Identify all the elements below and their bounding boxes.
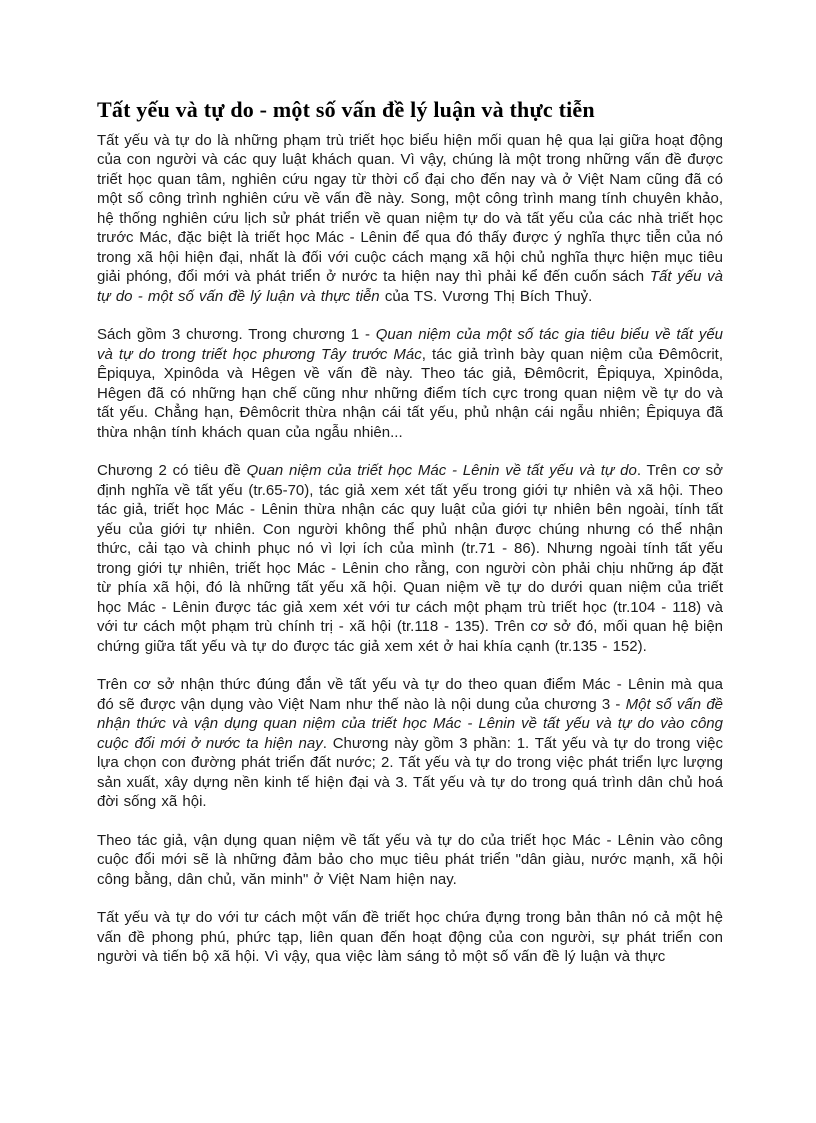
text-segment: Chương 2 có tiêu đề <box>97 462 247 479</box>
text-segment: của TS. Vương Thị Bích Thuỷ. <box>379 287 593 305</box>
paragraph-chapter-1 <box>97 325 723 442</box>
text-segment: Tất yếu và tự do là những phạm trù triết học biểu hiện mối quan hệ qua lại giữa hoạt động của con người và các quy luật khách quan. Vì vậy, chúng là một trong những vấn đề được triết học quan tâm, nghiên cứu ngay từ thời cổ đại cho đến nay và ở Việt Nam cũng đã có một số công trình nghiên cứu về vấn đề này. Song, một công trình mang tính chuyên khảo, hệ thống nghiên cứu lịch sử phát triển về quan niệm tự do và tất yếu của các nhà triết học trước Mác, đặc biệt là triết học Mác - Lênin để qua đó thấy được ý nghĩa thực tiễn của nó trong xã hội hiện đại, nhất là đối với cuộc cách mạng xã hội chủ nghĩa thực hiện mục tiêu giải phóng, đổi mới và phát triển ở nước ta hiện nay thì phải kể đến cuốn sách <box>97 131 723 285</box>
text-segment: Tất yếu và tự do với tư cách một vấn đề triết học chứa đựng trong bản thân nó cả một hệ vấn đề phong phú, phức tạp, liên quan đến hoạt động của con người, sự phát triển con người và tiến bộ xã hội. Vì vậy, qua việc làm sáng tỏ một số vấn đề lý luận và thực <box>97 909 723 965</box>
page-title: Tất yếu và tự do - một số vấn đề lý luận và thực tiễn <box>97 97 595 122</box>
text-segment: . Trên cơ sở định nghĩa về tất yếu (tr.65-70), tác giả xem xét tất yếu trong giới tự nhiên và xã hội. Theo tác giả, triết học Mác - Lênin thừa nhận các quy luật của giới tự nhiên bên ngoài, tính tất yếu của giới tự nhiên. Con người không thể phủ nhận được chúng nhưng có thể nhận thức, cải tạo và chinh phục nó vì lợi ích của mình (tr.71 - 86). Nhưng ngoài tính tất yếu trong giới tự nhiên, triết học Mác - Lênin cho rằng, con người còn phải chịu những áp đặt từ phía xã hội, đó là những tất yếu xã hội. Quan niệm về tự do dưới quan niệm của triết học Mác - Lênin được tác giả xem xét với tư cách một phạm trù triết học (tr.104 - 118) và với tư cách một phạm trù chính trị - xã hội (tr.118 - 135). Trên cơ sở đó, mối quan hệ biện chứng giữa tất yếu và tự do được tác giả xem xét ở hai khía cạnh (tr.135 - 152). <box>97 462 723 655</box>
text-segment: Trên cơ sở nhận thức đúng đắn về tất yếu và tự do theo quan điểm Mác - Lênin mà qua đó sẽ được vận dụng vào Việt Nam như thế nào là nội dung của chương 3 - <box>97 676 723 713</box>
text-segment: Sách gồm 3 chương. Trong chương 1 - <box>97 326 376 343</box>
text-segment: Theo tác giả, vận dụng quan niệm về tất yếu và tự do của triết học Mác - Lênin vào công cuộc đổi mới sẽ là những đảm bảo cho mục tiêu phát triển "dân giàu, nước mạnh, xã hội công bằng, dân chủ, văn minh" ở Việt Nam hiện nay. <box>97 831 723 888</box>
text-segment: . Chương này gồm 3 phần: 1. Tất yếu và tự do trong việc lựa chọn con đường phát triển đất nước; 2. Tất yếu và tự do trong việc phát triển lực lượng sản xuất, xây dựng nền kinh tế hiện đại và 3. Tất yếu và tự do trong quá trình dân chủ hoá đời sống xã hội. <box>97 734 723 810</box>
paragraph-chapter-2 <box>97 461 723 656</box>
paragraph-intro <box>97 131 723 307</box>
chapter-3-title-italic: Một số vấn đề nhận thức và vận dụng quan niệm của triết học Mác - Lênin về tất yếu và tự do vào công cuộc đổi mới ở nước ta hiện nay <box>97 695 724 752</box>
paragraph-closing-truncated <box>97 908 723 967</box>
chapter-1-title-italic: Quan niệm của một số tác gia tiêu biểu về tất yếu và tự do trong triết học phương Tây trước Mác <box>97 326 723 363</box>
article-body <box>97 96 723 986</box>
text-segment: , tác giả trình bày quan niệm của Đêmôcrit, Êpiquya, Xpinôda và Hêgen về vấn đề này. Theo tác giả, Đêmôcrit, Êpiquya, Xpinôda, Hêgen đã có những hạn chế cũng như những điểm tích cực trong quan niệm về tự do và tất yếu. Chẳng hạn, Đêmôcrit thừa nhận cái tất yếu, phủ nhận cái ngẫu nhiên; Êpiquya đã thừa nhận tính khách quan của ngẫu nhiên... <box>97 345 723 441</box>
chapter-2-title-italic: Quan niệm của triết học Mác - Lênin về tất yếu và tự do <box>246 462 637 479</box>
book-title-italic: Tất yếu và tự do - một số vấn đề lý luận và thực tiễn <box>97 268 723 305</box>
paragraph-conclusion <box>97 831 723 890</box>
paragraph-chapter-3 <box>97 675 723 812</box>
